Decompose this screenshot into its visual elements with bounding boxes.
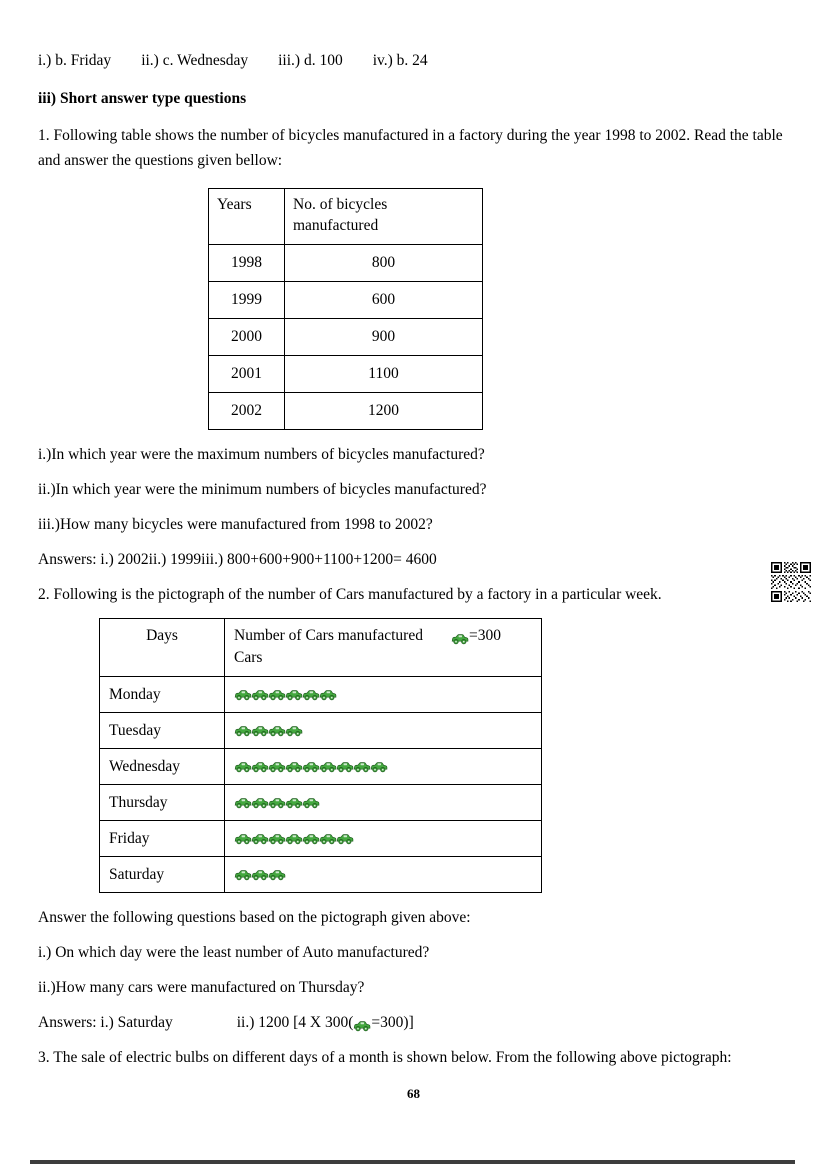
page-number: 68 xyxy=(407,1086,420,1101)
car-icon xyxy=(302,796,320,809)
car-icon xyxy=(451,630,469,643)
car-icon xyxy=(302,832,320,845)
car-icon xyxy=(234,724,252,737)
car-icons-cell xyxy=(225,713,542,749)
prev-answer-i: i.) b. Friday xyxy=(38,52,112,69)
bicycles-header-row xyxy=(209,189,483,245)
car-icon xyxy=(319,832,337,845)
car-icon xyxy=(251,724,269,737)
q1-question-ii: ii.)In which year were the minimum numbers of bicycles manufactured? xyxy=(38,481,487,498)
bicycles-header-count: No. of bicycles manufactured xyxy=(285,189,483,245)
q2-answers-line xyxy=(38,1012,789,1033)
car-icon xyxy=(285,832,303,845)
prev-answer-iv: iv.) b. 24 xyxy=(372,52,428,69)
car-icon xyxy=(234,796,252,809)
q1-intro: 1. Following table shows the number of bicycles manufactured in a factory during the year 1998 to 2002. Read the table and answer the questions given bellow: xyxy=(38,127,783,169)
day-label: Wednesday xyxy=(100,749,225,785)
pictograph-header-count xyxy=(225,619,542,677)
q2-answer-i: Answers: i.) Saturday xyxy=(38,1014,173,1031)
pictograph-row xyxy=(100,785,542,821)
bicycles-table xyxy=(208,188,483,430)
car-icon xyxy=(268,796,286,809)
q2-question-i: i.) On which day were the least number of Auto manufactured? xyxy=(38,944,430,961)
prev-answer-iii: iii.) d. 100 xyxy=(278,52,343,69)
car-icon xyxy=(268,760,286,773)
year-cell: 2002 xyxy=(209,393,285,430)
q2-answer-ii-end: =300)] xyxy=(371,1014,414,1031)
day-label: Friday xyxy=(100,821,225,857)
count-cell: 900 xyxy=(285,319,483,356)
q2-followup: Answer the following questions based on the pictograph given above: xyxy=(38,909,471,926)
pictograph-legend xyxy=(451,627,501,644)
car-icon xyxy=(302,688,320,701)
pictograph-row xyxy=(100,677,542,713)
q3-intro: 3. The sale of electric bulbs on different days of a month is shown below. From the following above pictograph: xyxy=(38,1049,732,1066)
car-icons-cell xyxy=(225,821,542,857)
previous-answers-line xyxy=(38,50,789,71)
car-icon xyxy=(285,688,303,701)
prev-answer-ii: ii.) c. Wednesday xyxy=(141,52,249,69)
year-cell: 1999 xyxy=(209,282,285,319)
year-cell: 2000 xyxy=(209,319,285,356)
legend-unit: Cars xyxy=(234,649,263,666)
pictograph-row xyxy=(100,749,542,785)
day-label: Monday xyxy=(100,677,225,713)
q2-intro: 2. Following is the pictograph of the number of Cars manufactured by a factory in a particular week. xyxy=(38,586,662,603)
legend-value: =300 xyxy=(468,627,501,644)
car-icon xyxy=(234,688,252,701)
car-icon xyxy=(353,760,371,773)
bicycles-header-years: Years xyxy=(209,189,285,245)
qr-code xyxy=(771,562,811,602)
car-icon xyxy=(251,832,269,845)
car-icon xyxy=(268,724,286,737)
pictograph-body xyxy=(100,677,542,893)
section-heading: iii) Short answer type questions xyxy=(38,90,247,107)
cars-pictograph-table xyxy=(99,618,542,893)
count-cell: 800 xyxy=(285,245,483,282)
count-cell: 600 xyxy=(285,282,483,319)
day-label: Thursday xyxy=(100,785,225,821)
table-row xyxy=(209,356,483,393)
car-icon xyxy=(234,868,252,881)
pictograph-row xyxy=(100,857,542,893)
car-icon xyxy=(251,796,269,809)
q1-answers-line: Answers: i.) 2002ii.) 1999iii.) 800+600+900+1100+1200= 4600 xyxy=(38,551,437,568)
footer-rule xyxy=(30,1160,795,1164)
car-icon xyxy=(370,760,388,773)
table-row xyxy=(209,282,483,319)
pictograph-header-text: Number of Cars manufactured xyxy=(234,627,423,644)
pictograph-row xyxy=(100,713,542,749)
car-icon xyxy=(353,1017,371,1030)
car-icon xyxy=(268,868,286,881)
pictograph-header-row xyxy=(100,619,542,677)
car-icon xyxy=(319,688,337,701)
car-icon xyxy=(285,724,303,737)
car-icons-cell xyxy=(225,785,542,821)
car-icon xyxy=(268,688,286,701)
car-icons-cell xyxy=(225,857,542,893)
car-icon xyxy=(319,760,337,773)
car-icons-cell xyxy=(225,677,542,713)
car-icons-cell xyxy=(225,749,542,785)
car-icon xyxy=(285,796,303,809)
car-icon xyxy=(234,832,252,845)
car-icon xyxy=(251,688,269,701)
day-label: Saturday xyxy=(100,857,225,893)
table-row xyxy=(209,319,483,356)
q2-question-ii: ii.)How many cars were manufactured on Thursday? xyxy=(38,979,365,996)
table-row xyxy=(209,393,483,430)
pictograph-row xyxy=(100,821,542,857)
car-icon xyxy=(285,760,303,773)
q2-answer-ii: ii.) 1200 [4 X 300( xyxy=(236,1014,354,1031)
car-icon xyxy=(336,832,354,845)
day-label: Tuesday xyxy=(100,713,225,749)
count-cell: 1100 xyxy=(285,356,483,393)
car-icon xyxy=(251,868,269,881)
count-cell: 1200 xyxy=(285,393,483,430)
car-icon xyxy=(251,760,269,773)
year-cell: 2001 xyxy=(209,356,285,393)
car-icon xyxy=(302,760,320,773)
year-cell: 1998 xyxy=(209,245,285,282)
table-row xyxy=(209,245,483,282)
pictograph-header-days: Days xyxy=(100,619,225,677)
q1-question-iii: iii.)How many bicycles were manufactured from 1998 to 2002? xyxy=(38,516,433,533)
car-icon xyxy=(336,760,354,773)
car-icon xyxy=(234,760,252,773)
car-icon xyxy=(268,832,286,845)
q1-question-i: i.)In which year were the maximum numbers of bicycles manufactured? xyxy=(38,446,485,463)
